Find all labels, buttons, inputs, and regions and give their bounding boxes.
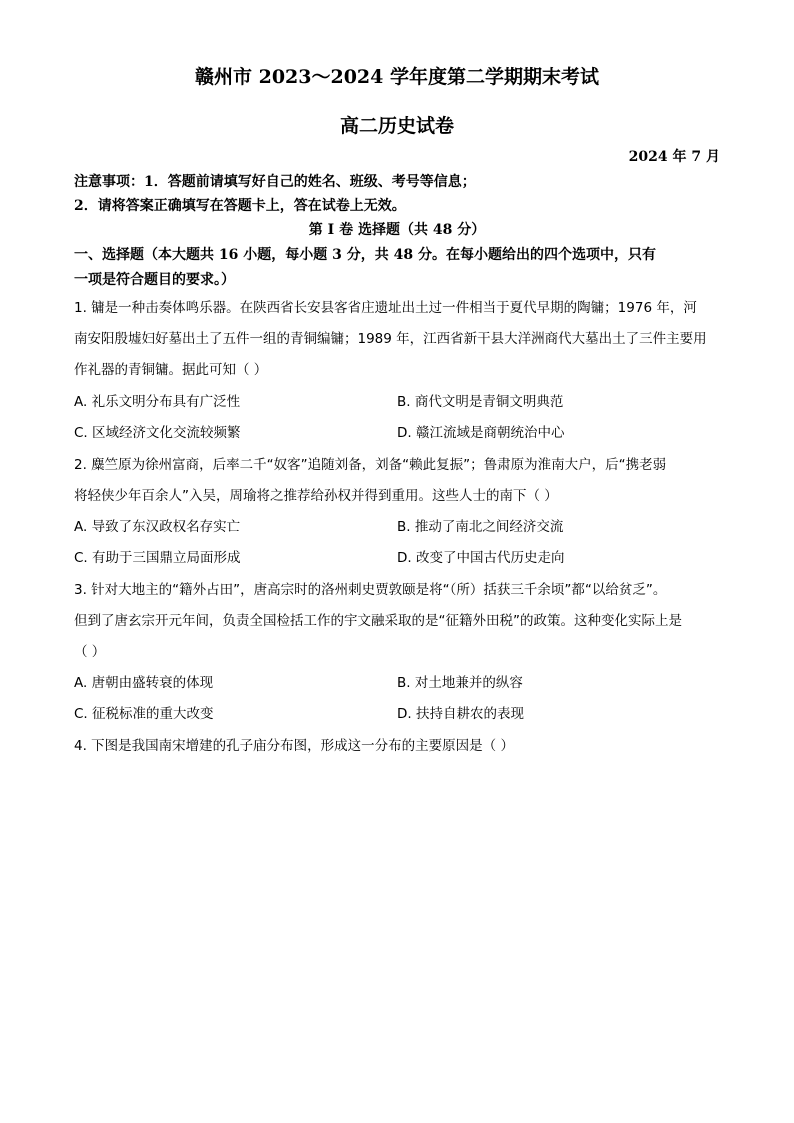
question-3-line-3: （ ）	[74, 644, 106, 660]
question-2-line-2: 将轻侠少年百余人”入吴，周瑜将之推荐给孙权并得到重用。这些人士的南下（ ）	[74, 488, 558, 504]
section-title: 第 I 卷 选择题（共 48 分）	[308, 222, 486, 238]
notice-line-1: 注意事项：1．答题前请填写好自己的姓名、班级、考号等信息；	[74, 174, 476, 190]
question-3-line-1: 3. 针对大地主的“籍外占田”，唐高宗时的洛州刺史贾敦颐是将“（所）括获三千余顷”都“以给贫乏”。	[74, 582, 667, 598]
question-3-option-c[interactable]: C. 征税标准的重大改变	[74, 706, 214, 722]
question-1-option-a[interactable]: A. 礼乐文明分布具有广泛性	[74, 394, 241, 410]
question-1-option-c[interactable]: C. 区域经济文化交流较频繁	[74, 425, 241, 441]
section-instruction-2: 一项是符合题目的要求。）	[74, 272, 235, 288]
exam-subtitle: 高二历史试卷	[339, 115, 454, 137]
question-4-line-1: 4. 下图是我国南宋增建的孔子庙分布图，形成这一分布的主要原因是（ ）	[74, 738, 514, 754]
question-2-option-b[interactable]: B. 推动了南北之间经济交流	[397, 519, 564, 535]
question-2-line-1: 2. 麋竺原为徐州富商，后率二千“奴客”追随刘备，刘备“赖此复振”；鲁肃原为淮南大户，后“携老弱	[74, 457, 667, 473]
question-1-option-d[interactable]: D. 赣江流域是商朝统治中心	[397, 425, 565, 441]
question-1-line-1: 1. 镛是一种击奏体鸣乐器。在陕西省长安县客省庄遗址出土过一件相当于夏代早期的陶镛；1976 年，河	[74, 300, 697, 316]
question-2-option-c[interactable]: C. 有助于三国鼎立局面形成	[74, 550, 241, 566]
question-2-option-d[interactable]: D. 改变了中国古代历史走向	[397, 550, 565, 566]
question-1-line-3: 作礼器的青铜镛。据此可知（ ）	[74, 362, 268, 378]
notice-line-2: 2．请将答案正确填写在答题卡上，答在试卷上无效。	[74, 198, 406, 214]
question-3-line-2: 但到了唐玄宗开元年间，负责全国检括工作的宇文融采取的是“征籍外田税”的政策。这种变化实际上是	[74, 613, 682, 629]
question-3-option-a[interactable]: A. 唐朝由盛转衰的体现	[74, 675, 214, 691]
question-3-option-d[interactable]: D. 扶持自耕农的表现	[397, 706, 524, 722]
question-3-option-b[interactable]: B. 对土地兼并的纵容	[397, 675, 523, 691]
exam-title: 赣州市 2023～2024 学年度第二学期期末考试	[195, 66, 599, 88]
question-1-line-2: 南安阳殷墟妇好墓出土了五件一组的青铜编镛；1989 年，江西省新干县大洋洲商代大墓出土了三件主要用	[74, 331, 707, 347]
section-instruction-1: 一、选择题（本大题共 16 小题，每小题 3 分，共 48 分。在每小题给出的四个选项中，只有	[74, 247, 656, 263]
exam-date: 2024 年 7 月	[628, 149, 720, 165]
question-2-option-a[interactable]: A. 导致了东汉政权名存实亡	[74, 519, 241, 535]
question-1-option-b[interactable]: B. 商代文明是青铜文明典范	[397, 394, 564, 410]
